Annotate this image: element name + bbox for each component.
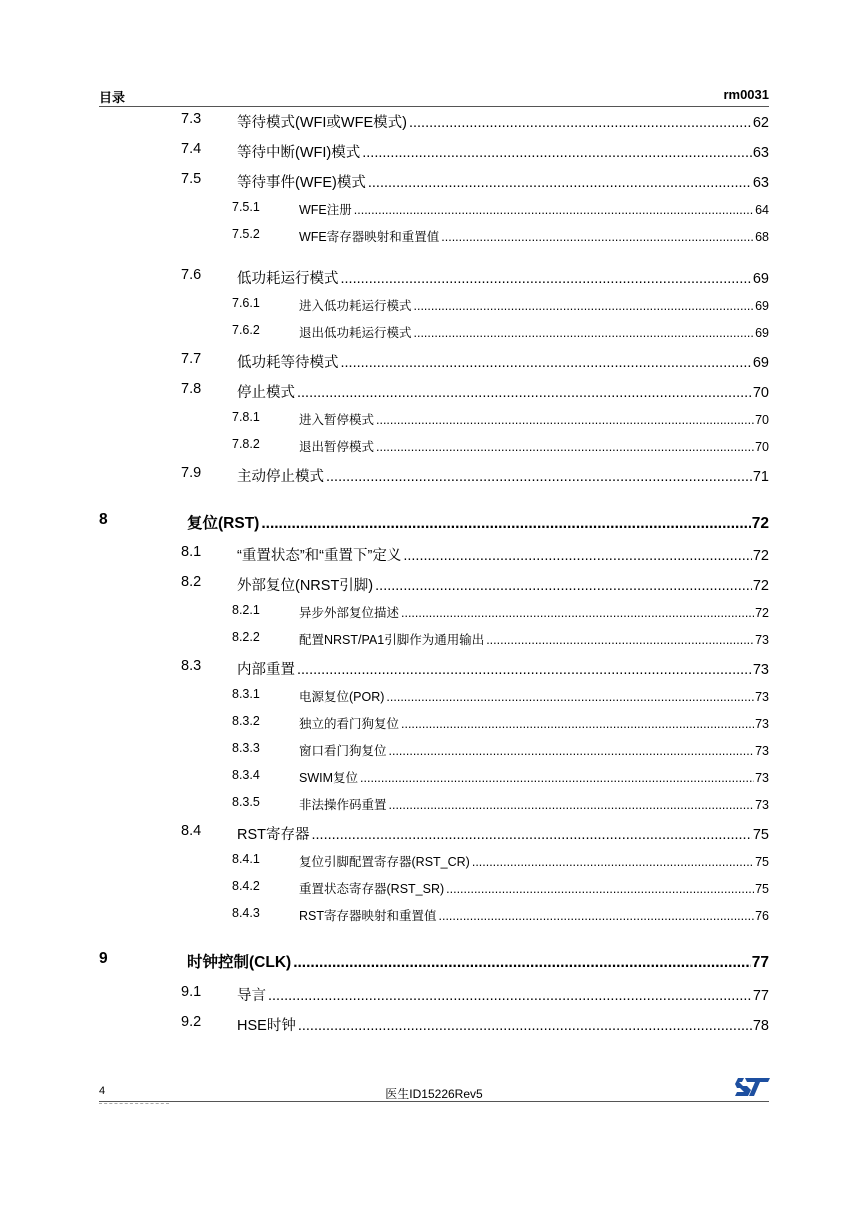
toc-entry[interactable] xyxy=(232,200,769,218)
toc-leader-dots xyxy=(401,717,754,731)
toc-entry-title[interactable]: HSE时钟 xyxy=(237,1018,296,1034)
toc-entry-title[interactable]: SWIM复位 xyxy=(299,771,359,785)
toc-entry[interactable] xyxy=(232,714,769,732)
toc-entry[interactable] xyxy=(232,630,769,648)
header-section-title: 目录 xyxy=(99,90,126,105)
toc-leader-dots xyxy=(360,771,754,785)
toc-leader-dots xyxy=(389,744,755,758)
toc-entry-number: 8.3.3 xyxy=(232,741,260,755)
toc-entry-number: 8.1 xyxy=(181,544,202,560)
toc-entry[interactable] xyxy=(232,410,769,428)
toc-entry-title[interactable]: 低功耗等待模式 xyxy=(237,355,339,371)
toc-entry-number: 9.1 xyxy=(181,984,202,1000)
toc-entry-page[interactable]: 72 xyxy=(752,548,769,564)
toc-entry-number: 7.7 xyxy=(181,351,202,367)
toc-entry-page[interactable]: 75 xyxy=(752,827,769,843)
toc-entry-title[interactable]: 低功耗运行模式 xyxy=(237,271,339,287)
toc-leader-dots xyxy=(376,440,754,454)
toc-entry-page[interactable]: 72 xyxy=(752,578,769,594)
toc-entry[interactable] xyxy=(181,984,769,1005)
toc-entry[interactable] xyxy=(232,852,769,870)
toc-leader-dots xyxy=(297,385,752,401)
toc-entry[interactable] xyxy=(181,381,769,402)
toc-entry-title[interactable]: 等待事件(WFE)模式 xyxy=(237,175,366,191)
toc-entry-title[interactable]: 退出暂停模式 xyxy=(299,440,375,454)
toc-entry[interactable] xyxy=(232,323,769,341)
toc-entry-number: 7.8 xyxy=(181,381,202,397)
toc-entry-number: 7.9 xyxy=(181,465,202,481)
toc-entry-page[interactable]: 69 xyxy=(755,299,769,313)
toc-entry-number: 8.4.1 xyxy=(232,852,260,866)
toc-entry-number: 7.8.1 xyxy=(232,410,260,424)
toc-entry-page[interactable]: 71 xyxy=(752,469,769,485)
toc-entry-number: 7.6.2 xyxy=(232,323,260,337)
footer-doc-id: 医生ID15226Rev5 xyxy=(385,1087,483,1101)
toc-entry-page[interactable]: 73 xyxy=(755,771,769,785)
toc-leader-dots xyxy=(341,271,752,287)
toc-entry-page[interactable]: 73 xyxy=(755,633,769,647)
header-divider xyxy=(99,106,769,107)
toc-entry[interactable] xyxy=(181,574,769,595)
toc-entry[interactable] xyxy=(181,267,769,288)
toc-leader-dots xyxy=(414,299,755,313)
toc-entry-page[interactable]: 68 xyxy=(755,230,769,244)
toc-entry-page[interactable]: 72 xyxy=(751,515,769,532)
toc-entry[interactable] xyxy=(232,603,769,621)
toc-entry[interactable] xyxy=(232,687,769,705)
toc-entry-title[interactable]: 等待模式(WFI或WFE模式) xyxy=(237,115,407,131)
toc-entry[interactable] xyxy=(99,511,769,533)
toc-entry-number: 7.6 xyxy=(181,267,202,283)
toc-entry-number: 7.5 xyxy=(181,171,202,187)
toc-entry-title[interactable]: 时钟控制(CLK) xyxy=(187,954,292,971)
toc-entry-title[interactable]: 退出低功耗运行模式 xyxy=(299,326,412,340)
toc-entry-page[interactable]: 73 xyxy=(755,744,769,758)
toc-entry-number: 8.2 xyxy=(181,574,202,590)
toc-entry-title[interactable]: 独立的看门狗复位 xyxy=(299,717,400,731)
toc-entry-number: 7.6.1 xyxy=(232,296,260,310)
header-doc-code: rm0031 xyxy=(723,87,769,102)
toc-entry-title[interactable]: 外部复位(NRST引脚) xyxy=(237,578,374,594)
toc-entry-number: 8.2.2 xyxy=(232,630,260,644)
toc-entry-title[interactable]: RST寄存器 xyxy=(237,827,310,843)
toc-entry-number: 7.4 xyxy=(181,141,202,157)
toc-entry[interactable] xyxy=(181,351,769,372)
toc-leader-dots xyxy=(409,115,752,131)
toc-entry-number: 7.8.2 xyxy=(232,437,260,451)
toc-entry-page[interactable]: 77 xyxy=(752,988,769,1004)
toc-entry-title[interactable]: 等待中断(WFI)模式 xyxy=(237,145,361,161)
toc-entry[interactable] xyxy=(232,795,769,813)
toc-entry-page[interactable]: 73 xyxy=(755,690,769,704)
toc-entry-title[interactable]: 停止模式 xyxy=(237,385,295,401)
toc-leader-dots xyxy=(368,175,752,191)
toc-leader-dots xyxy=(401,606,754,620)
toc-entry-title[interactable]: 复位引脚配置寄存器(RST_CR) xyxy=(299,855,470,869)
toc-leader-dots xyxy=(326,469,752,485)
toc-entry-number: 8.2.1 xyxy=(232,603,260,617)
toc-entry[interactable] xyxy=(232,437,769,455)
toc-leader-dots xyxy=(341,355,752,371)
toc-entry-page[interactable]: 70 xyxy=(755,413,769,427)
toc-entry[interactable] xyxy=(181,1014,769,1035)
toc-entry[interactable] xyxy=(232,768,769,786)
toc-entry-title[interactable]: 配置NRST/PA1引脚作为通用输出 xyxy=(299,633,485,647)
toc-entry-number: 7.3 xyxy=(181,111,202,127)
toc-entry[interactable] xyxy=(232,879,769,897)
toc-leader-dots xyxy=(297,662,752,678)
toc-entry-page[interactable]: 69 xyxy=(755,326,769,340)
toc-entry-number: 8.3.2 xyxy=(232,714,260,728)
toc-leader-dots xyxy=(376,413,754,427)
toc-entry-title[interactable]: 复位(RST) xyxy=(187,515,260,532)
toc-entry-title[interactable]: 异步外部复位描述 xyxy=(299,606,400,620)
toc-leader-dots xyxy=(389,798,755,812)
toc-entry-number: 7.5.2 xyxy=(232,227,260,241)
toc-entry-page[interactable]: 69 xyxy=(752,271,769,287)
toc-leader-dots xyxy=(386,690,754,704)
toc-entry-title[interactable]: 非法操作码重置 xyxy=(299,798,387,812)
toc-entry[interactable] xyxy=(181,658,769,679)
toc-leader-dots xyxy=(261,515,750,533)
toc-leader-dots xyxy=(268,988,752,1004)
toc-entry-title[interactable]: 进入暂停模式 xyxy=(299,413,375,427)
toc-entry[interactable] xyxy=(232,227,769,245)
toc-entry-title[interactable]: 导言 xyxy=(237,988,266,1004)
st-logo-icon xyxy=(735,1076,771,1103)
toc-entry[interactable] xyxy=(181,111,769,132)
toc-entry-number: 8.3 xyxy=(181,658,202,674)
toc-leader-dots xyxy=(403,548,752,564)
toc-entry[interactable] xyxy=(181,141,769,162)
toc-entry-number: 8.4.3 xyxy=(232,906,260,920)
toc-leader-dots xyxy=(354,203,754,217)
toc-entry-title[interactable]: “重置状态”和“重置下”定义 xyxy=(237,548,402,564)
toc-entry[interactable] xyxy=(181,823,769,844)
toc-entry-number: 9 xyxy=(99,950,108,967)
toc-entry-number: 8 xyxy=(99,511,108,528)
toc-entry-title[interactable]: 重置状态寄存器(RST_SR) xyxy=(299,882,445,896)
toc-entry-title[interactable]: WFE寄存器映射和重置值 xyxy=(299,230,440,244)
toc-entry-page[interactable]: 70 xyxy=(752,385,769,401)
toc-leader-dots xyxy=(298,1018,752,1034)
toc-leader-dots xyxy=(375,578,752,594)
toc-entry-page[interactable]: 72 xyxy=(755,606,769,620)
toc-entry-title[interactable]: WFE注册 xyxy=(299,203,352,217)
toc-entry[interactable] xyxy=(181,465,769,486)
toc-entry-page[interactable]: 75 xyxy=(755,855,769,869)
toc-entry-page[interactable]: 76 xyxy=(755,909,769,923)
footer-divider-dashed xyxy=(99,1103,169,1104)
toc-leader-dots xyxy=(441,230,754,244)
toc-entry-page[interactable]: 73 xyxy=(755,798,769,812)
toc-leader-dots xyxy=(439,909,755,923)
toc-leader-dots xyxy=(362,145,752,161)
toc-entry-page[interactable]: 73 xyxy=(752,662,769,678)
toc-entry[interactable] xyxy=(232,296,769,314)
toc-entry-title[interactable]: 主动停止模式 xyxy=(237,469,324,485)
toc-entry-number: 8.4.2 xyxy=(232,879,260,893)
toc-entry-number: 8.3.1 xyxy=(232,687,260,701)
toc-entry-title[interactable]: 进入低功耗运行模式 xyxy=(299,299,412,313)
toc-entry-page[interactable]: 73 xyxy=(755,717,769,731)
toc-entry-title[interactable]: 电源复位(POR) xyxy=(299,690,385,704)
toc-entry-title[interactable]: RST寄存器映射和重置值 xyxy=(299,909,437,923)
toc-entry-page[interactable]: 69 xyxy=(752,355,769,371)
toc-leader-dots xyxy=(293,954,751,972)
toc-entry-number: 9.2 xyxy=(181,1014,202,1030)
toc-entry[interactable] xyxy=(181,544,769,565)
toc-entry-page[interactable]: 75 xyxy=(755,882,769,896)
toc-entry-page[interactable]: 64 xyxy=(755,203,769,217)
toc-leader-dots xyxy=(414,326,755,340)
toc-entry-title[interactable]: 窗口看门狗复位 xyxy=(299,744,387,758)
toc-entry-page[interactable]: 77 xyxy=(751,954,769,971)
toc-entry-page[interactable]: 63 xyxy=(752,175,769,191)
toc-entry-page[interactable]: 70 xyxy=(755,440,769,454)
toc-entry-number: 8.3.5 xyxy=(232,795,260,809)
toc-entry-page[interactable]: 78 xyxy=(752,1018,769,1034)
toc-entry[interactable] xyxy=(99,950,769,972)
footer-page-number: 4 xyxy=(99,1085,106,1097)
toc-entry-page[interactable]: 62 xyxy=(752,115,769,131)
toc-entry[interactable] xyxy=(232,906,769,924)
toc-leader-dots xyxy=(446,882,754,896)
toc-leader-dots xyxy=(312,827,752,843)
toc-entry-title[interactable]: 内部重置 xyxy=(237,662,295,678)
footer-divider xyxy=(99,1101,769,1102)
toc-entry-number: 7.5.1 xyxy=(232,200,260,214)
toc-leader-dots xyxy=(472,855,754,869)
toc-entry-number: 8.3.4 xyxy=(232,768,260,782)
toc-entry[interactable] xyxy=(232,741,769,759)
toc-entry[interactable] xyxy=(181,171,769,192)
toc-entry-page[interactable]: 63 xyxy=(752,145,769,161)
toc-entry-number: 8.4 xyxy=(181,823,202,839)
toc-leader-dots xyxy=(486,633,754,647)
